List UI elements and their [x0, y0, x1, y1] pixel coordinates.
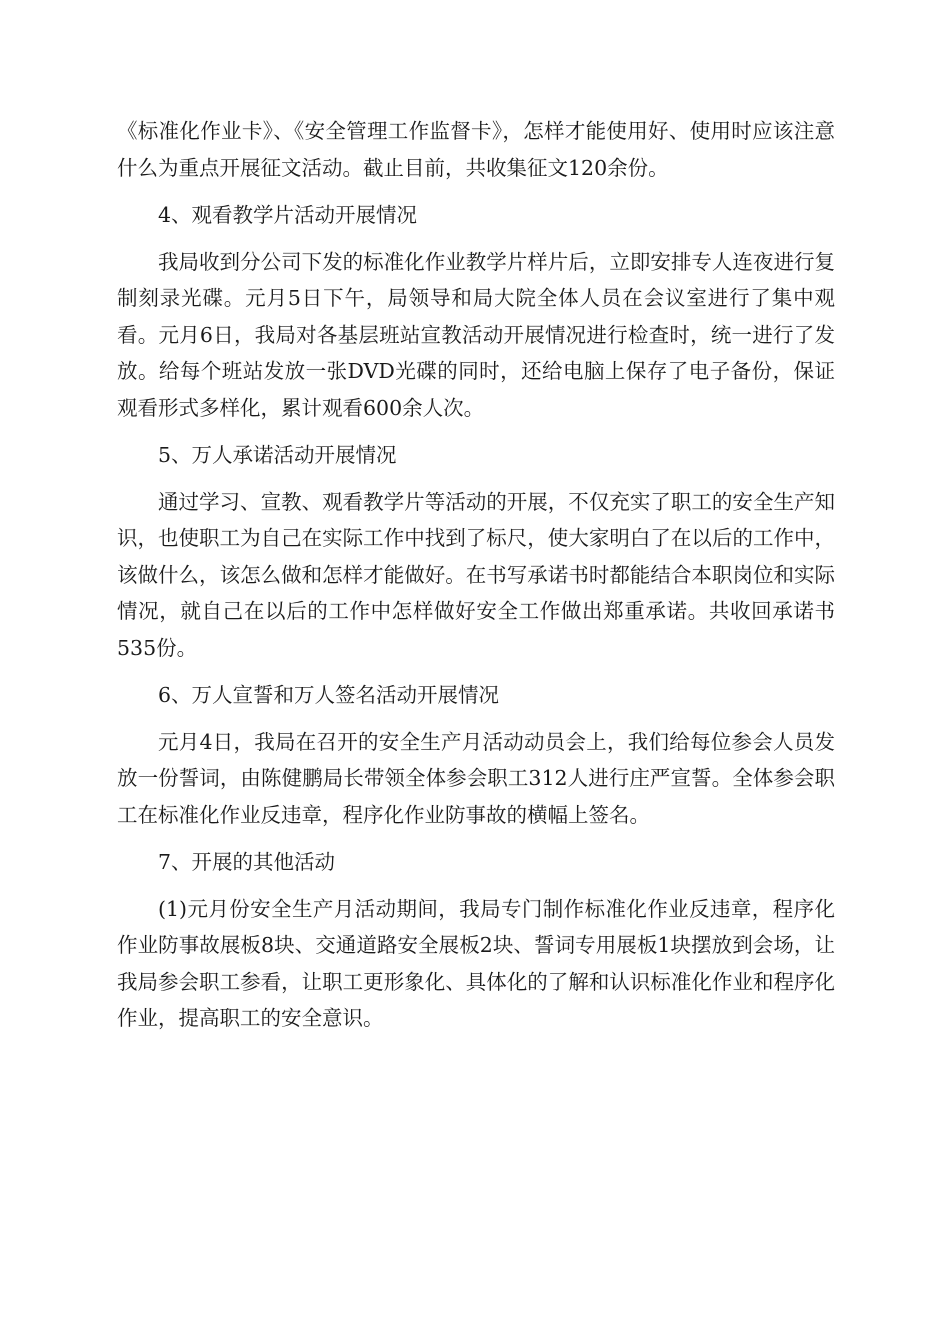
paragraph-other-activities: (1)元月份安全生产月活动期间，我局专门制作标准化作业反违章，程序化作业防事故展板8块、交通道路安全展板2块、誓词专用展板1块摆放到会场，让我局参会职工参看，让职工更形象化、具体化的了解和认识标准化作业和程序化作业，提高职工的安全意识。 — [117, 896, 835, 1030]
heading-teaching-film: 4、观看教学片活动开展情况 — [158, 202, 418, 227]
paragraph-commitment: 通过学习、宣教、观看教学片等活动的开展，不仅充实了职工的安全生产知识，也使职工为自己在实际工作中找到了标尺，使大家明白了在以后的工作中，该做什么，该怎么做和怎样才能做好。在书写承诺书时都能结合本职岗位和实际情况，就自己在以后的工作中怎样做好安全工作做出郑重承诺。共收回承诺书535份。 — [117, 489, 835, 660]
heading-other-activities: 7、开展的其他活动 — [158, 849, 336, 874]
heading-oath-signature: 6、万人宣誓和万人签名活动开展情况 — [158, 682, 500, 707]
document-body — [117, 113, 835, 1037]
paragraph-oath-signature: 元月4日，我局在召开的安全生产月活动动员会上，我们给每位参会人员发放一份誓词，由陈健鹏局长带领全体参会职工312人进行庄严宣誓。全体参会职工在标准化作业反违章，程序化作业防事故的横幅上签名。 — [117, 729, 835, 827]
heading-commitment: 5、万人承诺活动开展情况 — [158, 442, 397, 467]
paragraph-essay-activity: 《标准化作业卡》、《安全管理工作监督卡》，怎样才能使用好、使用时应该注意什么为重点开展征文活动。截止目前，共收集征文120余份。 — [117, 119, 835, 180]
paragraph-teaching-film: 我局收到分公司下发的标准化作业教学片样片后，立即安排专人连夜进行复制刻录光碟。元月5日下午，局领导和局大院全体人员在会议室进行了集中观看。元月6日，我局对各基层班站宣教活动开展情况进行检查时，统一进行了发放。给每个班站发放一张DVD光碟的同时，还给电脑上保存了电子备份，保证观看形式多样化，累计观看600余人次。 — [117, 249, 835, 420]
